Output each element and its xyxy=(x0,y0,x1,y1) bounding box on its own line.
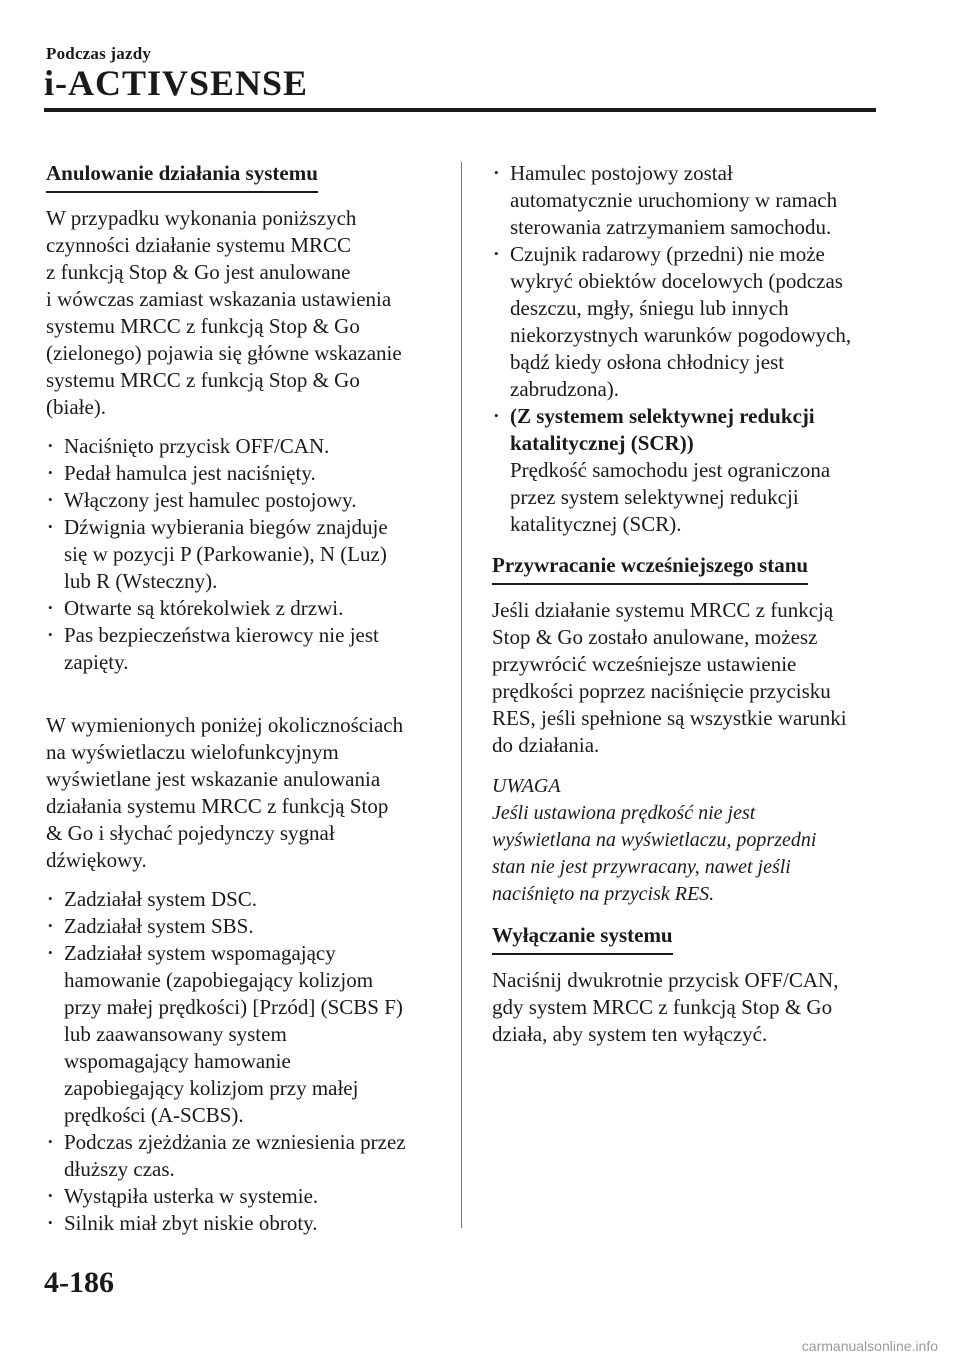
list-item xyxy=(492,241,892,403)
list-item-line: sterowania zatrzymaniem samochodu. xyxy=(510,215,832,239)
list-item-line: się w pozycji P (Parkowanie), N (Luz) xyxy=(64,542,387,566)
text-line: z funkcją Stop & Go jest anulowane xyxy=(46,260,351,284)
list-item-line: Zadziałał system DSC. xyxy=(64,887,258,911)
note-text xyxy=(492,800,892,908)
text-line: naciśnięto na przycisk RES. xyxy=(492,883,715,905)
scr-line-1: Prędkość samochodu jest ograniczona xyxy=(510,458,831,482)
list-item-line: deszczu, mgły, śniegu lub innych xyxy=(510,296,789,320)
text-line: RES, jeśli spełnione są wszystkie warunki xyxy=(492,706,847,730)
text-line: wyświetlana na wyświetlaczu, poprzedni xyxy=(492,829,817,851)
list-item-line: prędkości (A-SCBS). xyxy=(64,1103,244,1127)
text-line: (zielonego) pojawia się główne wskazanie xyxy=(46,341,402,365)
heading-turn-off-system: Wyłączanie systemu xyxy=(492,922,673,955)
list-item-line: lub zaawansowany system xyxy=(64,1022,287,1046)
column-divider xyxy=(461,162,462,1228)
list-item-line: Wystąpiła usterka w systemie. xyxy=(64,1184,319,1208)
paragraph-cancel-display xyxy=(46,712,442,874)
list-item-line: hamowanie (zapobiegający kolizjom xyxy=(64,968,374,992)
page-title: i-ACTIVSENSE xyxy=(44,63,309,103)
paragraph-cancel-intro xyxy=(46,205,442,421)
list-item-line: Zadziałał system wspomagający xyxy=(64,941,336,965)
list-item-line: Podczas zjeżdżania ze wzniesienia przez xyxy=(64,1130,406,1154)
right-column xyxy=(492,160,892,1048)
text-line: Naciśnij dwukrotnie przycisk OFF/CAN, xyxy=(492,968,839,992)
paragraph-restore xyxy=(492,597,892,759)
list-item-line: Hamulec postojowy został xyxy=(510,161,733,185)
list-item-line: automatycznie uruchomiony w ramach xyxy=(510,188,838,212)
text-line: systemu MRCC z funkcją Stop & Go xyxy=(46,368,360,392)
scr-line-2: przez system selektywnej redukcji xyxy=(510,485,799,509)
list-cancel-circumstances xyxy=(46,886,442,1237)
text-line: do działania. xyxy=(492,733,600,757)
list-item xyxy=(46,886,442,913)
list-cancel-conditions xyxy=(46,433,442,676)
list-item-line: Pedał hamulca jest naciśnięty. xyxy=(64,461,316,485)
list-item xyxy=(46,595,442,622)
text-line: na wyświetlaczu wielofunkcyjnym xyxy=(46,740,339,764)
list-item-line: niekorzystnych warunków pogodowych, xyxy=(510,323,852,347)
list-item xyxy=(492,160,892,241)
list-item xyxy=(46,913,442,940)
text-line: prędkości poprzez naciśnięcie przycisku xyxy=(492,679,831,703)
text-line: W przypadku wykonania poniższych xyxy=(46,206,357,230)
list-item-line: Pas bezpieczeństwa kierowcy nie jest xyxy=(64,623,379,647)
note-title: UWAGA xyxy=(492,775,561,797)
list-item-line: przy małej prędkości) [Przód] (SCBS F) xyxy=(64,995,403,1019)
list-item-line: wspomagający hamowanie xyxy=(64,1049,291,1073)
text-line: Jeśli ustawiona prędkość nie jest xyxy=(492,802,756,824)
text-line: Stop & Go zostało anulowane, możesz xyxy=(492,625,818,649)
list-item-line: zabrudzona). xyxy=(510,377,620,401)
list-item-line: zapobiegający kolizjom przy małej xyxy=(64,1076,359,1100)
text-line: działania systemu MRCC z funkcją Stop xyxy=(46,794,389,818)
list-item xyxy=(46,940,442,1129)
text-line: przywrócić wcześniejsze ustawienie xyxy=(492,652,797,676)
text-line: dźwiękowy. xyxy=(46,848,147,872)
list-item-line: Naciśnięto przycisk OFF/CAN. xyxy=(64,434,330,458)
paragraph-turn-off xyxy=(492,967,892,1048)
list-item xyxy=(46,460,442,487)
text-line: Jeśli działanie systemu MRCC z funkcją xyxy=(492,598,834,622)
header-section-label: Podczas jazdy xyxy=(46,44,152,63)
list-item-line: Zadziałał system SBS. xyxy=(64,914,254,938)
watermark: carmanualsonline.info xyxy=(801,1338,938,1354)
text-line: & Go i słychać pojedynczy sygnał xyxy=(46,821,335,845)
left-column xyxy=(46,160,442,1237)
page-number: 4-186 xyxy=(44,1266,114,1299)
list-scr-item xyxy=(492,403,892,538)
list-item-line: bądź kiedy osłona chłodnicy jest xyxy=(510,350,785,374)
heading-cancel-system: Anulowanie działania systemu xyxy=(46,160,318,193)
text-line: wyświetlane jest wskazanie anulowania xyxy=(46,767,381,791)
text-line: czynności działanie systemu MRCC xyxy=(46,233,352,257)
text-line: stan nie jest przywracany, nawet jeśli xyxy=(492,856,791,878)
list-item-line: Otwarte są którekolwiek z drzwi. xyxy=(64,596,344,620)
list-item-line: Czujnik radarowy (przedni) nie może xyxy=(510,242,825,266)
list-item xyxy=(46,1183,442,1210)
heading-restore-state: Przywracanie wcześniejszego stanu xyxy=(492,552,808,585)
list-item xyxy=(46,1210,442,1237)
scr-line-3: katalitycznej (SCR). xyxy=(510,512,682,536)
list-item xyxy=(46,487,442,514)
text-line: i wówczas zamiast wskazania ustawienia xyxy=(46,287,392,311)
list-item xyxy=(46,1129,442,1183)
text-line: działa, aby system ten wyłączyć. xyxy=(492,1022,768,1046)
list-cancel-circumstances-cont xyxy=(492,160,892,403)
list-item xyxy=(46,622,442,676)
text-line: W wymienionych poniżej okolicznościach xyxy=(46,713,404,737)
list-item-line: wykryć obiektów docelowych (podczas xyxy=(510,269,843,293)
list-item-line: Silnik miał zbyt niskie obroty. xyxy=(64,1211,318,1235)
list-item-line: lub R (Wsteczny). xyxy=(64,569,218,593)
text-line: systemu MRCC z funkcją Stop & Go xyxy=(46,314,360,338)
list-item-line: dłuższy czas. xyxy=(64,1157,175,1181)
scr-bold-line-2: katalitycznej (SCR)) xyxy=(510,431,694,455)
list-item xyxy=(46,514,442,595)
list-item-line: Włączony jest hamulec postojowy. xyxy=(64,488,357,512)
list-item-line: zapięty. xyxy=(64,650,129,674)
scr-bold-line-1: (Z systemem selektywnej redukcji xyxy=(510,404,815,428)
text-line: gdy system MRCC z funkcją Stop & Go xyxy=(492,995,833,1019)
list-item xyxy=(46,433,442,460)
list-item-scr xyxy=(492,403,892,538)
text-line: (białe). xyxy=(46,395,107,419)
list-item-line: Dźwignia wybierania biegów znajduje xyxy=(64,515,388,539)
header-rule xyxy=(44,108,876,112)
